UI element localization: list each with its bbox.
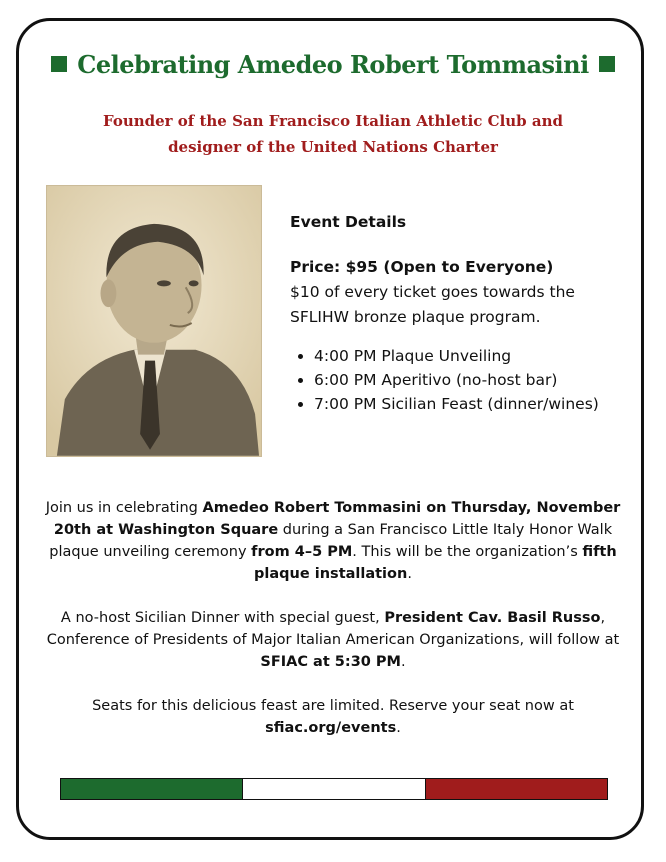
portrait-photo [46, 185, 262, 457]
plaque-installation: fifth plaque installation [254, 544, 617, 582]
event-time: from 4–5 PM [251, 544, 353, 560]
event-details-heading: Event Details [290, 213, 407, 231]
text: , Conference of Presidents of Major Italian American Organizations, will follow at [46, 610, 620, 648]
event-description [40, 497, 626, 761]
subtitle-line-2: designer of the United Nations Charter [168, 138, 498, 156]
paragraph-dinner [40, 607, 626, 673]
price-note-line-1: $10 of every ticket goes towards the [290, 283, 575, 301]
portrait-illustration [47, 186, 261, 456]
text: . [400, 654, 406, 670]
schedule-item: • 7:00 PM Sicilian Feast (dinner/wines) [314, 392, 630, 416]
schedule-item: • 6:00 PM Aperitivo (no-host bar) [314, 368, 630, 392]
italian-flag-bar [60, 778, 608, 800]
event-date-location: Amedeo Robert Tommasini on Thursday, November 20th at Washington Square [53, 500, 621, 538]
green-square-left-icon [51, 56, 67, 72]
text: A no-host Sicilian Dinner with special guest, [60, 610, 385, 626]
title-text: Celebrating Amedeo Robert Tommasini [77, 50, 589, 79]
price: Price: $95 (Open to Everyone) [290, 258, 554, 276]
subtitle-line-1: Founder of the San Francisco Italian Athletic Club and [102, 112, 564, 130]
paragraph-reserve [40, 695, 626, 739]
subtitle [0, 108, 666, 160]
dinner-location-time: SFIAC at 5:30 PM [260, 654, 401, 670]
paragraph-celebration [40, 497, 626, 585]
reservation-link: sfiac.org/events [265, 720, 397, 736]
special-guest: President Cav. Basil Russo [384, 610, 601, 626]
text: Join us in celebrating [45, 500, 203, 516]
text: . This will be the organization’s [352, 544, 583, 560]
text: Seats for this delicious feast are limited. Reserve your seat now at [92, 698, 574, 714]
event-details [290, 210, 630, 416]
green-square-right-icon [599, 56, 615, 72]
text: . [407, 566, 412, 582]
flag-green-stripe [61, 779, 242, 799]
price-note-line-2: SFLIHW bronze plaque program. [290, 308, 541, 326]
schedule-list [290, 344, 630, 416]
text: during a San Francisco Little Italy Honor Walk plaque unveiling ceremony [49, 522, 613, 560]
page-title [0, 50, 666, 79]
text: . [396, 720, 401, 736]
flag-white-stripe [242, 779, 425, 799]
flag-red-stripe [426, 779, 607, 799]
schedule-item: • 4:00 PM Plaque Unveiling [314, 344, 630, 368]
